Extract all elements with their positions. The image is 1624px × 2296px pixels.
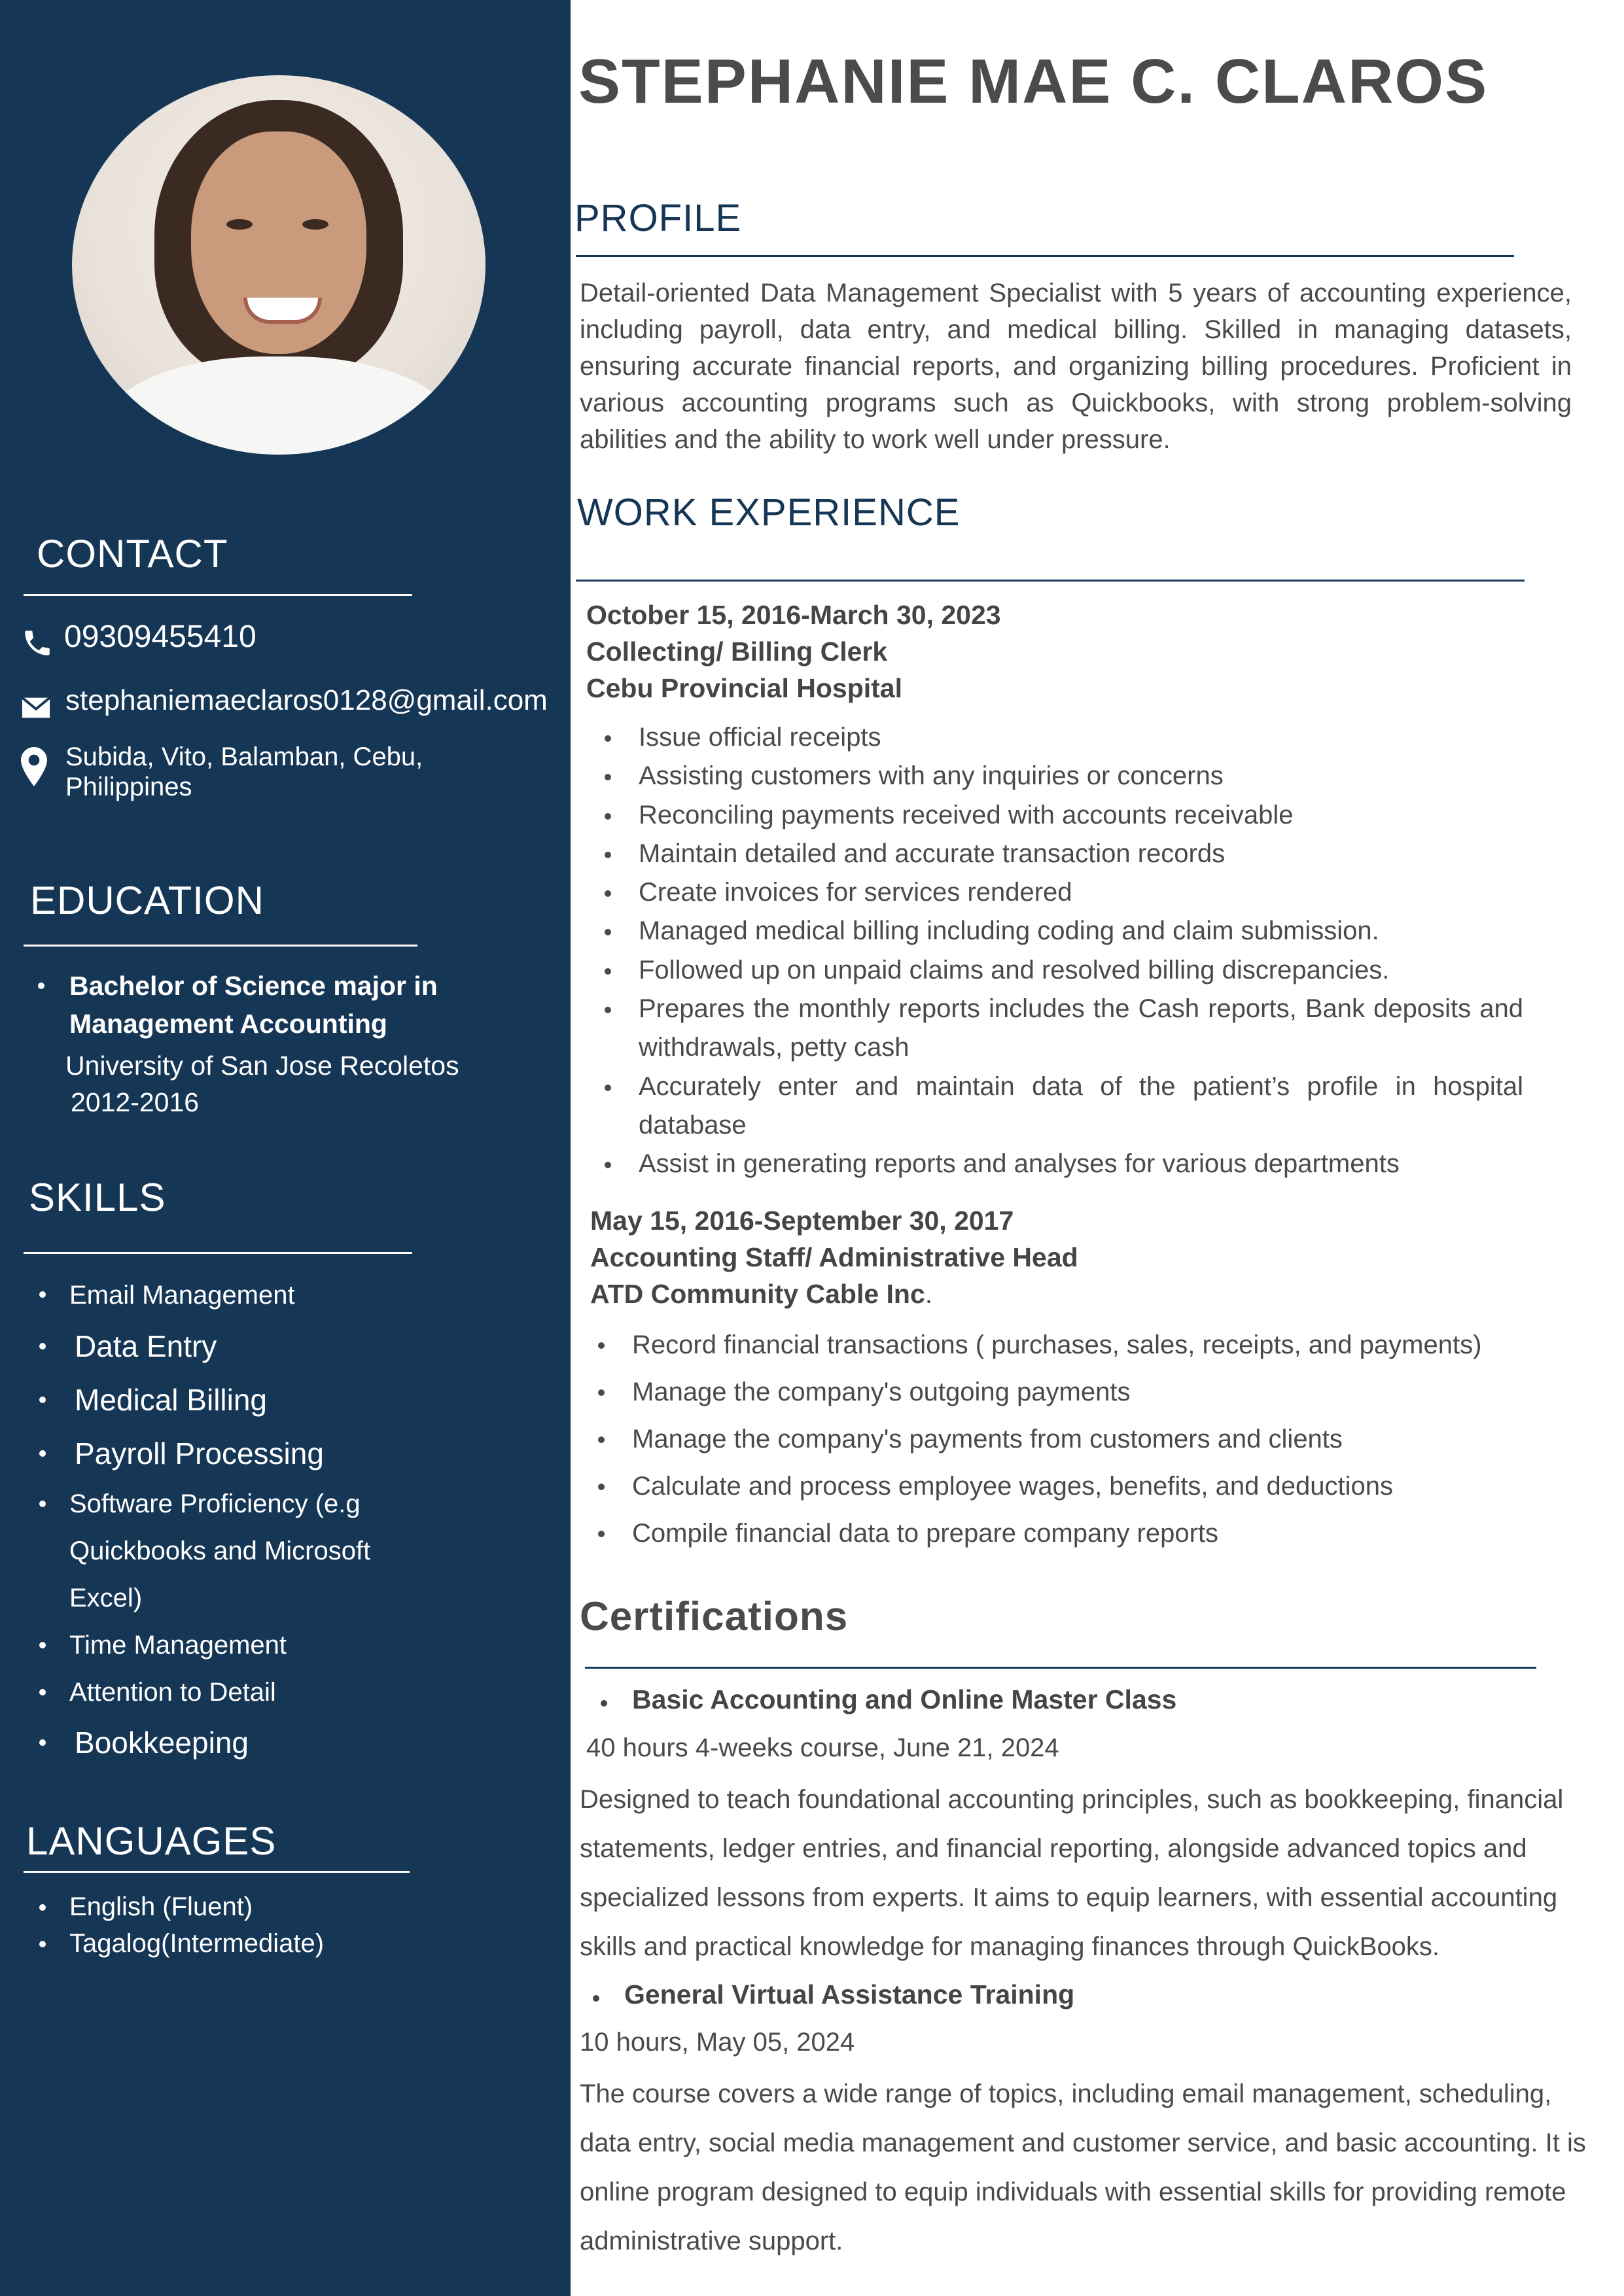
work-experience-heading: WORK EXPERIENCE (577, 491, 961, 534)
job-1-duty: Create invoices for services rendered (586, 873, 1523, 912)
language-item: Tagalog(Intermediate) (37, 1925, 534, 1962)
job-1-duty: Assist in generating reports and analyses for various departments (586, 1145, 1523, 1183)
address (65, 742, 423, 802)
contact-address-row (21, 742, 423, 802)
certifications-heading: Certifications (580, 1594, 849, 1639)
cert-1-description: Designed to teach foundational accounting principles, such as bookkeeping, financial statements, ledger entries, and financial reporting, alongside advanced topics and specialized lessons from experts. It aims to equip learners, with essential accounting skills and practical knowledge for managing finances through QuickBooks. (580, 1785, 1564, 1961)
cert-1-title: Basic Accounting and Online Master Class (586, 1684, 1176, 1715)
job-1-duty: Maintain detailed and accurate transaction records (586, 835, 1523, 873)
education-degree: Bachelor of Science major in Management Accounting (41, 967, 527, 1043)
skill-item: Medical Billing (37, 1373, 534, 1427)
job-2-company: ATD Community Cable Inc (590, 1279, 925, 1309)
phone-number[interactable]: 09309455410 (64, 619, 256, 654)
sidebar (0, 0, 571, 2296)
job-1-header (586, 597, 1502, 706)
envelope-icon (21, 696, 51, 720)
cert-2-meta: 10 hours, May 05, 2024 (580, 2028, 855, 2057)
contact-rule (24, 594, 412, 596)
location-pin-icon (21, 747, 47, 786)
education-school: University of San Jose Recoletos (65, 1051, 459, 1081)
job-1-company: Cebu Provincial Hospital (586, 673, 902, 703)
job-2-duty: Manage the company's payments from customers and clients (580, 1416, 1535, 1463)
job-1-duty: Accurately enter and maintain data of the patient’s profile in hospital database (586, 1068, 1523, 1145)
skill-item: Payroll Processing (37, 1427, 534, 1480)
job-1-duties (586, 718, 1523, 1184)
phone-icon (21, 627, 54, 659)
address-line-2: Philippines (65, 773, 192, 801)
job-1-title: Collecting/ Billing Clerk (586, 636, 888, 667)
job-2-duties (580, 1321, 1535, 1557)
skills-rule (24, 1252, 412, 1254)
address-line-1: Subida, Vito, Balamban, Cebu, (65, 742, 423, 771)
job-2-dates: May 15, 2016-September 30, 2017 (590, 1206, 1014, 1236)
skill-item: Email Management (37, 1271, 534, 1319)
candidate-name: STEPHANIE MAE C. CLAROS (578, 46, 1489, 116)
contact-email-row (21, 684, 548, 720)
profile-heading: PROFILE (574, 197, 742, 239)
profile-rule (576, 255, 1514, 257)
job-1-duty: Issue official receipts (586, 718, 1523, 757)
languages-rule (24, 1871, 410, 1873)
job-1-duty: Reconciling payments received with accounts receivable (586, 796, 1523, 835)
cert-1-meta: 40 hours 4-weeks course, June 21, 2024 (586, 1733, 1059, 1762)
contact-phone-row (21, 619, 256, 659)
job-2-duty: Calculate and process employee wages, benefits, and deductions (580, 1463, 1535, 1510)
job-1-duty: Prepares the monthly reports includes the Cash reports, Bank deposits and withdrawals, petty cash (586, 990, 1523, 1068)
job-1-duty: Managed medical billing including coding and claim submission. (586, 912, 1523, 950)
skills-list (37, 1271, 534, 1769)
skills-heading: SKILLS (29, 1175, 166, 1219)
job-2-header: May 15, 2016-September 30, 2017 Accounting Staff/ Administrative Head ATD Community Cable Inc. (590, 1202, 1506, 1312)
job-2-duty: Compile financial data to prepare company reports (580, 1510, 1535, 1557)
skill-item: Time Management (37, 1622, 534, 1669)
languages-heading: LANGUAGES (26, 1819, 277, 1863)
profile-photo (72, 75, 485, 455)
education-years: 2012-2016 (71, 1087, 200, 1117)
job-2-title: Accounting Staff/ Administrative Head (590, 1242, 1078, 1272)
job-2-duty: Record financial transactions ( purchases, sales, receipts, and payments) (580, 1321, 1535, 1368)
skill-item: Bookkeeping (37, 1716, 534, 1769)
job-1-duty: Followed up on unpaid claims and resolved billing discrepancies. (586, 951, 1523, 990)
job-2-duty: Manage the company's outgoing payments (580, 1368, 1535, 1416)
cert-2-description: The course covers a wide range of topics, including email management, scheduling, data entry, social media management and customer service, and basic accounting. It is online program designed to equip individuals with essential skills for providing remote administrative support. (580, 2079, 1586, 2255)
skill-item: Attention to Detail (37, 1669, 534, 1716)
profile-text: Detail-oriented Data Management Specialist with 5 years of accounting experience, including payroll, data entry, and medical billing. Skilled in managing datasets, ensuring accurate financial reports, and organizing billing procedures. Proficient in various accounting programs such as Quickbooks, with strong problem-solving abilities and the ability to work well under pressure. (580, 279, 1572, 454)
email-address[interactable]: stephaniemaeclaros0128@gmail.com (65, 684, 548, 716)
languages-list (37, 1888, 534, 1962)
language-item: English (Fluent) (37, 1888, 534, 1925)
skill-item: Data Entry (37, 1319, 534, 1373)
job-1-duty: Assisting customers with any inquiries or concerns (586, 757, 1523, 795)
education-rule (24, 945, 417, 947)
job-1-dates: October 15, 2016-March 30, 2023 (586, 600, 1001, 630)
certifications-rule (585, 1667, 1536, 1669)
skill-item: Software Proficiency (e.g Quickbooks and Microsoft Excel) (37, 1480, 436, 1622)
work-experience-rule (576, 580, 1525, 582)
cert-2-title: General Virtual Assistance Training (578, 1979, 1074, 2010)
contact-heading: CONTACT (37, 532, 228, 576)
education-heading: EDUCATION (30, 878, 264, 922)
